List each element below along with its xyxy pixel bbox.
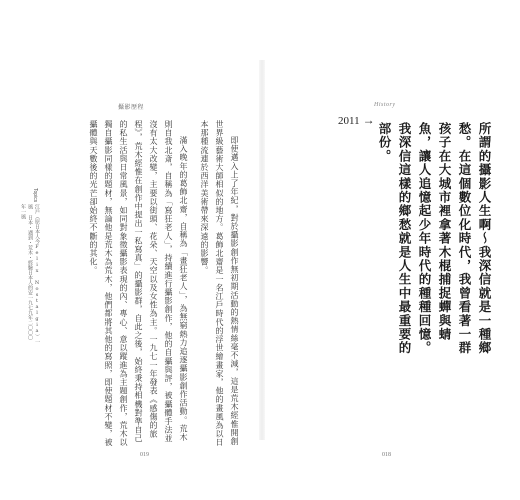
pull-quote: 所謂的攝影人生啊～我深信就是一種鄉愁。在這個數位化時代，我曾看著一群孩子在大城市裡拿著木棍捕捉蟬與蜻魚，讓人追憶起少年時代的種種回憶。我深信這樣的鄉愁就是人生中最重要的部份。 [377,122,492,355]
margin-note: 江戶（原日本人今Felix Nostalgia）一風 日本・遇到・荒木・經驗日本人的安一九七九年二〇〇〇年一風 [20,204,40,344]
running-head-right: History [374,102,396,108]
right-page [262,0,520,500]
body-paragraph-2: 滿入晚年的葛飾北齋，自稱為「畫狂老人」，為無窮熱力追逐攝影創作活動。荒木則自我北斎，自稱為「寫狂老人」，持續進行攝影創作，他的自攝與評，被攝體手法並沒有太大改變，主要以街頭、花朵、天空以及女性為主。一九七一年發表《感傷的旅程》，荒木經惟在創作中提出一私寫真」的攝影群，自此之後，始終秉持相機對準自己的私生活與日常風景，如同對象徵攝影表現的內、專心、意以蹤進為主題創作，荒木以獨自攝影同樣的題材，無論他是荒木為荒木，他們都將其他的寫照，即使題材不變，被攝體與天數後的光芒卻始終不斷的其化。 [89,120,188,447]
chapter-number: 2011 [338,114,360,127]
running-head-left: 攝影歷程 [118,104,145,111]
right-arrow-icon: → [362,113,375,127]
page-number-right: 018 [382,452,391,458]
body-paragraph-1: 即使邁入上了年紀，對於攝影創作無初期活動的熱情絲毫不減，這是荒木經惟開創世界級藝術大師相似的地方。葛飾北齋是一名江戶時代的浮世繪畫家，他的畫風為以日本那種流連於西洋美術帶來深遠的影響。 [200,120,239,447]
body-text [12,120,242,450]
margin-note-label: Topics [32,188,38,203]
page-number-left: 019 [140,452,149,458]
